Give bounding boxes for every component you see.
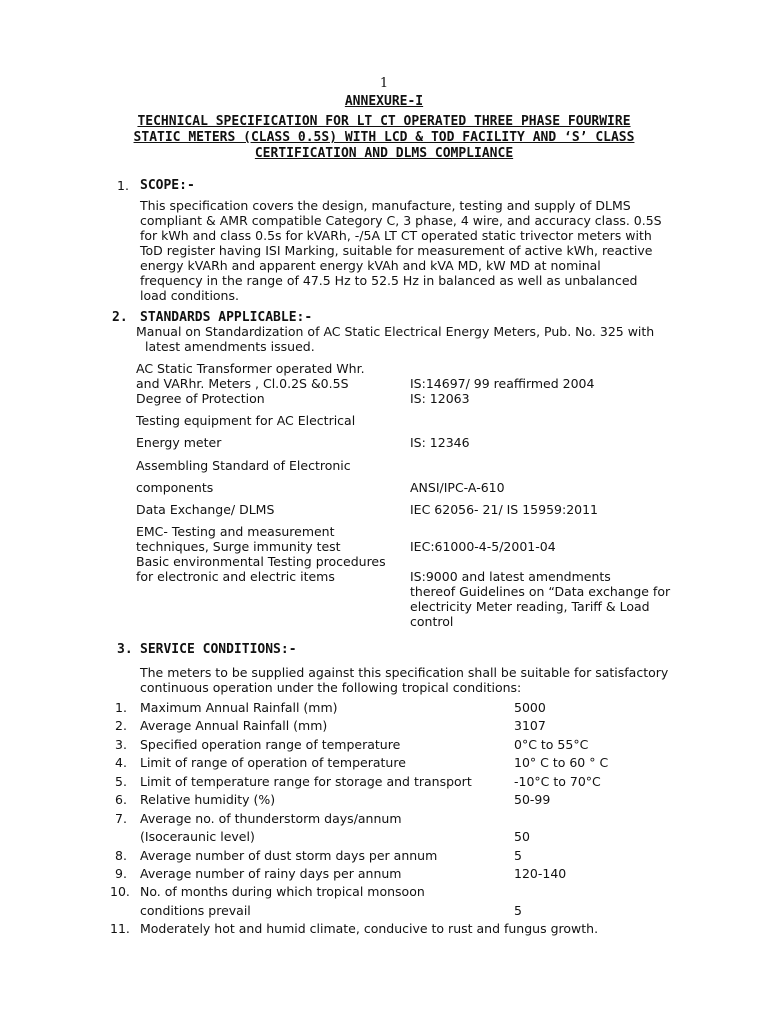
condition-label: (Isoceraunic level) — [140, 829, 255, 844]
scope-line: compliant & AMR compatible Category C, 3 phase, 4 wire, and accuracy class. 0.5S — [140, 213, 662, 228]
scope-line: energy kVARh and apparent energy kVAh and kVA MD, kW MD at nominal — [140, 258, 601, 273]
standard-code: IS: 12063 — [410, 391, 470, 406]
standard-code: IS:14697/ 99 reaffirmed 2004 — [410, 376, 595, 391]
condition-number: 3. — [115, 737, 127, 752]
condition-label: Moderately hot and humid climate, conducive to rust and fungus growth. — [140, 921, 599, 936]
condition-label: Average no. of thunderstorm days/annum — [140, 811, 402, 826]
standard-name: techniques, Surge immunity test — [136, 539, 341, 554]
condition-value: 10° C to 60 ° C — [514, 755, 609, 770]
standard-name: Testing equipment for AC Electrical — [136, 413, 356, 428]
condition-number: 6. — [115, 792, 127, 807]
section-heading-standards: STANDARDS APPLICABLE:- — [140, 310, 313, 325]
section-number: 2. — [112, 310, 128, 325]
standard-name: Degree of Protection — [136, 391, 265, 406]
standard-name: for electronic and electric items — [136, 569, 335, 584]
condition-number: 4. — [115, 755, 127, 770]
condition-value: 3107 — [514, 718, 546, 733]
condition-number: 7. — [115, 811, 127, 826]
standards-intro-line: latest amendments issued. — [145, 339, 315, 354]
standard-code: IS:9000 and latest amendments — [410, 569, 611, 584]
annexure-label: ANNEXURE-I — [344, 94, 424, 109]
title-line-3: CERTIFICATION AND DLMS COMPLIANCE — [254, 146, 514, 161]
condition-number: 8. — [115, 848, 127, 863]
condition-number: 9. — [115, 866, 127, 881]
condition-label: Specified operation range of temperature — [140, 737, 401, 752]
standard-code: control — [410, 614, 454, 629]
title-line-1: TECHNICAL SPECIFICATION FOR LT CT OPERATED THREE PHASE FOURWIRE — [137, 114, 631, 129]
condition-value: 5 — [514, 903, 522, 918]
condition-value: 5000 — [514, 700, 546, 715]
standard-name: Basic environmental Testing procedures — [136, 554, 386, 569]
standard-name: Data Exchange/ DLMS — [136, 502, 275, 517]
section-heading-scope: SCOPE:- — [140, 178, 195, 193]
condition-label: Maximum Annual Rainfall (mm) — [140, 700, 338, 715]
service-intro-line: continuous operation under the following tropical conditions: — [140, 680, 522, 695]
condition-label: Relative humidity (%) — [140, 792, 276, 807]
condition-number: 11. — [110, 921, 130, 936]
condition-label: Average number of rainy days per annum — [140, 866, 402, 881]
standard-code: IS: 12346 — [410, 435, 470, 450]
standard-name: and VARhr. Meters , Cl.0.2S &0.5S — [136, 376, 349, 391]
condition-value: 120-140 — [514, 866, 567, 881]
condition-value: 50 — [514, 829, 530, 844]
standard-name: Assembling Standard of Electronic — [136, 458, 351, 473]
scope-paragraph — [140, 198, 685, 303]
condition-label: No. of months during which tropical monsoon — [140, 884, 425, 899]
standard-name: components — [136, 480, 214, 495]
section-heading-service: SERVICE CONDITIONS:- — [140, 642, 297, 657]
page-number: 1 — [379, 76, 389, 91]
standard-code: IEC:61000-4-5/2001-04 — [410, 539, 556, 554]
condition-value: 50-99 — [514, 792, 551, 807]
condition-label: Limit of range of operation of temperature — [140, 755, 406, 770]
scope-line: load conditions. — [140, 288, 239, 303]
section-number: 3. — [117, 642, 133, 657]
condition-label: Average Annual Rainfall (mm) — [140, 718, 328, 733]
scope-line: This specification covers the design, manufacture, testing and supply of DLMS — [140, 198, 631, 213]
service-intro-line: The meters to be supplied against this specification shall be suitable for satisfactory — [140, 665, 669, 680]
condition-label: conditions prevail — [140, 903, 251, 918]
condition-value: 5 — [514, 848, 522, 863]
title-line-2: STATIC METERS (CLASS 0.5S) WITH LCD & TOD FACILITY AND ‘S’ CLASS — [133, 130, 635, 145]
standard-code: electricity Meter reading, Tariff & Load — [410, 599, 650, 614]
section-number: 1. — [117, 178, 129, 193]
scope-line: ToD register having ISI Marking, suitable for measurement of active kWh, reactive — [140, 243, 653, 258]
condition-number: 5. — [115, 774, 127, 789]
condition-number: 10. — [110, 884, 130, 899]
scope-line: frequency in the range of 47.5 Hz to 52.5 Hz in balanced as well as unbalanced — [140, 273, 638, 288]
standard-name: Energy meter — [136, 435, 222, 450]
standards-intro-line: Manual on Standardization of AC Static Electrical Energy Meters, Pub. No. 325 with — [136, 324, 655, 339]
condition-label: Limit of temperature range for storage and transport — [140, 774, 472, 789]
standard-name: EMC- Testing and measurement — [136, 524, 335, 539]
standard-code: thereof Guidelines on “Data exchange for — [410, 584, 671, 599]
standard-code: ANSI/IPC-A-610 — [410, 480, 505, 495]
condition-number: 2. — [115, 718, 127, 733]
condition-label: Average number of dust storm days per annum — [140, 848, 438, 863]
condition-number: 1. — [115, 700, 127, 715]
standard-code: IEC 62056- 21/ IS 15959:2011 — [410, 502, 599, 517]
condition-value: -10°C to 70°C — [514, 774, 601, 789]
condition-value: 0°C to 55°C — [514, 737, 589, 752]
standard-name: AC Static Transformer operated Whr. — [136, 361, 365, 376]
scope-line: for kWh and class 0.5s for kVARh, -/5A LT CT operated static trivector meters with — [140, 228, 652, 243]
